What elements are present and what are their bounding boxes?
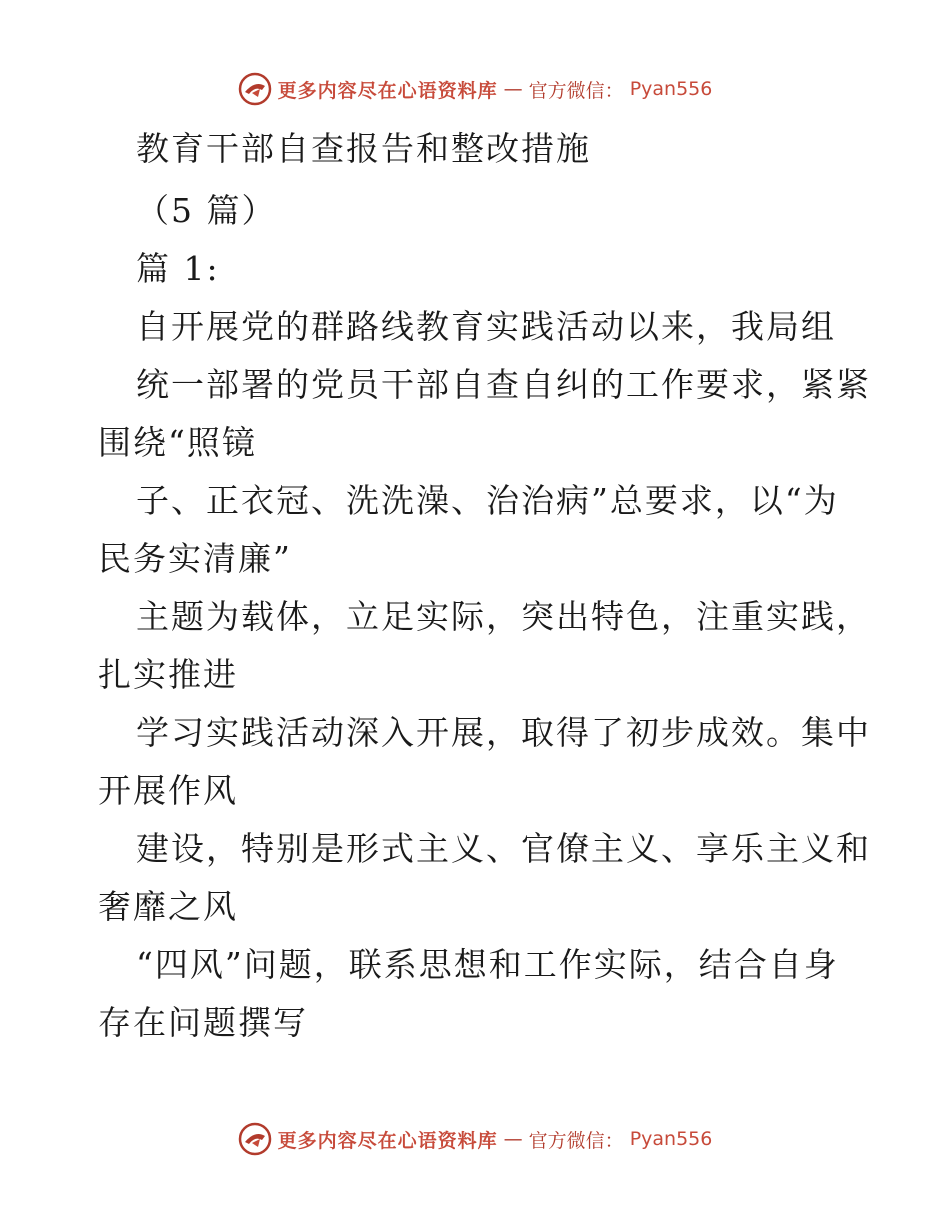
text-line: 建设，特别是形式主义、官僚主义、享乐主义和 <box>136 829 871 868</box>
watermark-dash: — <box>503 1128 523 1150</box>
document-body <box>98 120 871 1052</box>
text-line: 存在问题撰写 <box>98 1003 308 1042</box>
text-line: 扎实推进 <box>98 655 238 694</box>
text-line: “四风”问题，联系思想和工作实际，结合自身 <box>136 945 839 984</box>
red-hat-logo-icon <box>238 1122 272 1156</box>
red-hat-logo-icon <box>238 72 272 106</box>
text-line: 子、正衣冠、洗洗澡、治治病”总要求，以“为 <box>136 481 839 520</box>
watermark-wechat-label: 官方微信： <box>528 1129 624 1152</box>
paragraph <box>98 298 871 1052</box>
watermark-site-text: 更多内容尽在心语资料库 <box>277 79 498 102</box>
watermark-dash: — <box>503 78 523 100</box>
watermark-wechat-id: Pyan556 <box>629 78 713 100</box>
section-heading: 篇 1: <box>136 249 220 288</box>
watermark-wechat-id: Pyan556 <box>629 1128 713 1150</box>
text-line: 民务实清廉” <box>98 539 292 578</box>
text-line: 主题为载体，立足实际，突出特色，注重实践， <box>136 597 871 636</box>
document-title: 教育干部自查报告和整改措施 <box>136 129 591 168</box>
footer-watermark <box>0 1122 950 1156</box>
text-line: 围绕“照镜 <box>98 423 257 462</box>
watermark-wechat-label: 官方微信： <box>528 79 624 102</box>
text-line: 统一部署的党员干部自查自纠的工作要求，紧紧 <box>136 365 871 404</box>
text-line: 学习实践活动深入开展，取得了初步成效。集中 <box>136 713 871 752</box>
header-watermark <box>0 72 950 106</box>
text-line: 奢靡之风 <box>98 887 238 926</box>
text-line: 开展作风 <box>98 771 238 810</box>
document-subtitle: （5 篇） <box>136 191 277 230</box>
text-line: 自开展党的群路线教育实践活动以来，我局组 <box>136 307 836 346</box>
watermark-site-text: 更多内容尽在心语资料库 <box>277 1129 498 1152</box>
